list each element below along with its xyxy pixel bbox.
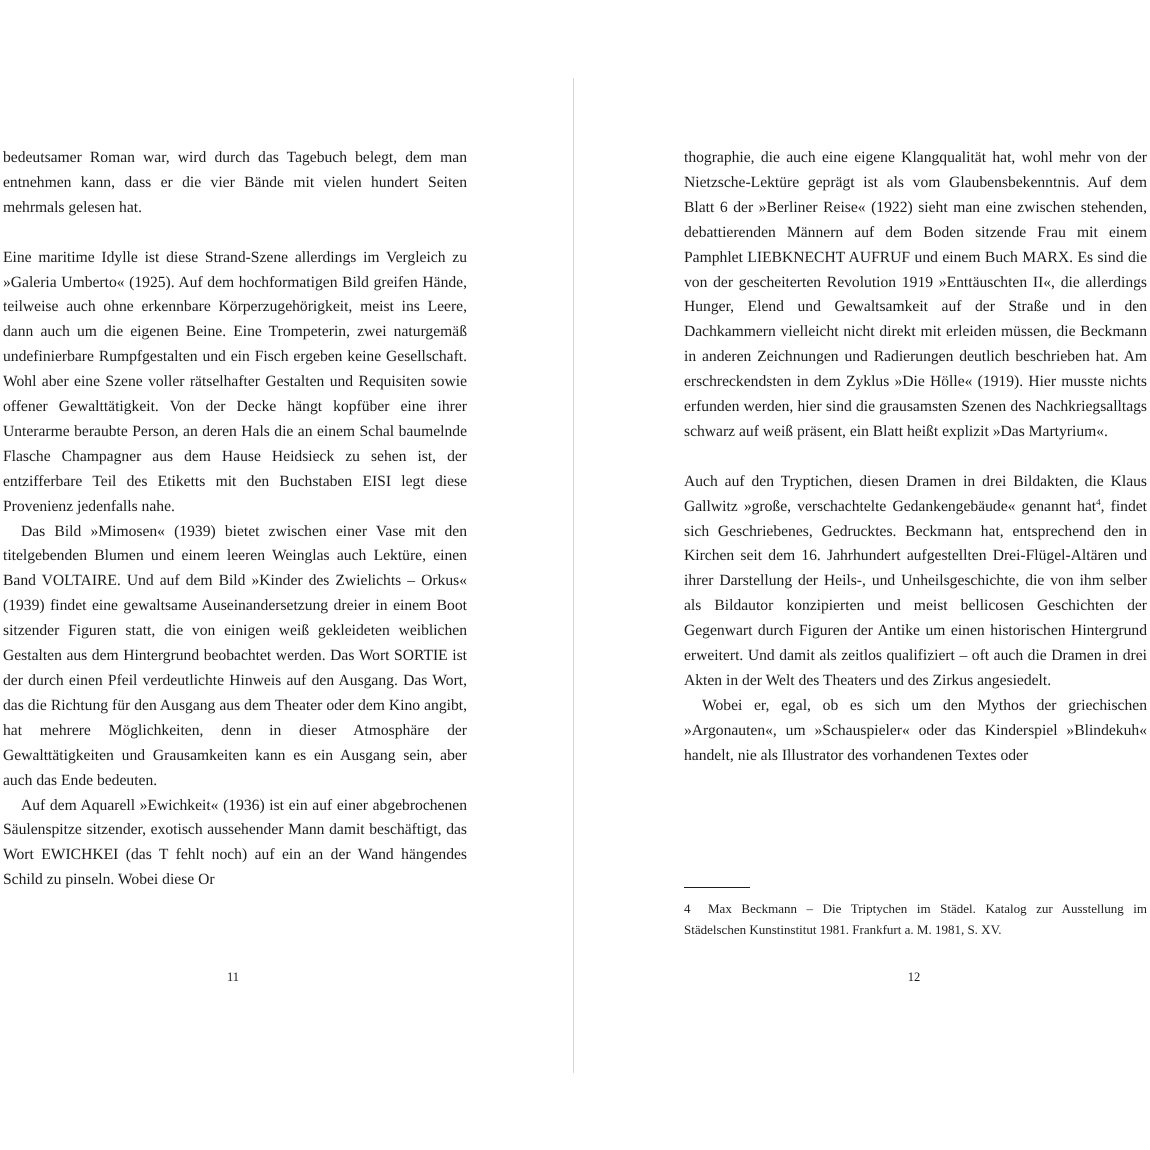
left-paragraph-1: bedeutsamer Roman war, wird durch das Tagebuch belegt, dem man entnehmen kann, dass er die vier Bände mit vielen hundert Seiten mehrmals gelesen hat. (3, 149, 467, 216)
right-paragraph-3: Wobei er, egal, ob es sich um den Mythos der griechischen »Argonauten«, um »Schauspieler« oder das Kinderspiel »Blindekuh« handelt, nie als Illustrator des vorhandenen Textes oder (684, 696, 1147, 764)
footnote-separator-rule (684, 887, 750, 888)
left-paragraph-2: Eine maritime Idylle ist diese Strand-Szene allerdings im Vergleich zu »Galeria Umberto« (1925). Auf dem hochformatigen Bild greifen Hände, teilweise auch ohne erkennbare Körperzugehörigkeit, meist ins Leere, dann auch um die eigenen Beine. Eine Trompeterin, zwei naturgemäß undefinierbare Rumpfgestalten und ein Fisch ergeben keine Gesellschaft. Wohl aber eine Szene voller rätselhafter Gestalten und Requisiten sowie offener Gewalttätigkeit. Von der Decke hängt kopfüber eine ihrer Unterarme beraubte Person, an deren Hals die an einem Schal baumelnde Flasche Champagner aus dem Hause Heidsieck zu sehen ist, der entzifferbare Teil des Etiketts mit den Buchstaben EISI legt diese Provenienz jedenfalls nahe. (3, 248, 467, 515)
paragraph-gap (3, 221, 467, 246)
right-paragraph-2-before-ref: Auch auf den Tryptichen, diesen Dramen in drei Bildakten, die Klaus Gallwitz »große, verschachtelte Gedankengebäude« genannt hat (684, 472, 1147, 515)
right-paragraph-2-after-ref: , findet sich Geschriebenes, Gedrucktes. Beckmann hat, entsprechend den in Kirchen seit dem 16. Jahrhundert aufgestellten Drei-Flügel-Altären und ihrer Darstellung der Heils-, und Unheilsgeschichte, die von ihm selber als Bildautor konzipierten und meist bellicosen Geschichten der Gegenwart durch Figuren der Antike um einen historischen Hintergrund erweitert. Und damit als zeitlos qualifiziert – oft auch die Dramen in drei Akten in der Welt des Theaters und des Zirkus angesiedelt. (684, 497, 1147, 690)
right-paragraph-1: thographie, die auch eine eigene Klangqualität hat, wohl mehr von der Nietzsche-Lektüre geprägt ist als vom Glaubensbekenntnis. Auf dem Blatt 6 der »Berliner Reise« (1922) sieht man eine zwischen stehenden, debattierenden Männern auf dem Boden sitzende Frau mit einem Pamphlet LIEBKNECHT AUFRUF und einem Buch MARX. Es sind die von der gescheiterten Revolution 1919 »Enttäuschten II«, die allerdings Hunger, Elend und Gewaltsamkeit auf der Straße und in den Dachkammern vielleicht nicht direkt mit erleiden müssen, die Beckmann in anderen Zeichnungen und Radierungen deutlich beschrieben hat. Am erschreckendsten in dem Zyklus »Die Hölle« (1919). Hier musste nichts erfunden werden, hier sind die grausamsten Szenen des Nachkriegsalltags schwarz auf weiß präsent, ein Blatt heißt explizit »Das Martyrium«. (684, 149, 1147, 440)
left-page-number: 11 (226, 970, 240, 984)
left-paragraph-4: Auf dem Aquarell »Ewichkeit« (1936) ist ein auf einer abgebrochenen Säulenspitze sitzender, exotisch aussehender Mann damit beschäftigt, das Wort EWICHKEI (das T fehlt noch) auf ein an der Wand hängendes Schild zu pinseln. Wobei diese Or (3, 796, 467, 889)
right-page-body (684, 146, 1147, 769)
left-page-body (3, 146, 467, 893)
page-gutter-divider (573, 78, 574, 1073)
footnote-number: 4 (684, 901, 691, 916)
footnote-text: Max Beckmann – Die Triptychen im Städel. Katalog zur Ausstellung im Städelschen Kunstinstitut 1981. Frankfurt a. M. 1981, S. XV. (684, 901, 1147, 937)
footnote (684, 898, 1147, 940)
left-paragraph-3: Das Bild »Mimosen« (1939) bietet zwischen einer Vase mit den titelgebenden Blumen und einem leeren Weinglas auch Lektüre, einen Band VOLTAIRE. Und auf dem Bild »Kinder des Zwielichts – Orkus« (1939) findet eine gewaltsame Auseinandersetzung dreier in einem Boot sitzender Figuren statt, die von einigen weiß gekleideten weiblichen Gestalten aus dem Hintergrund beobachtet werden. Das Wort SORTIE ist der durch einen Pfeil verdeutlichte Hinweis auf den Ausgang. Das Wort, das die Richtung für den Ausgang aus dem Theater oder dem Kino angibt, hat mehrere Möglichkeiten, denn in dieser Atmosphäre der Gewalttätigkeiten und Grausamkeiten kann es ein Ausgang sein, aber auch das Ende bedeuten. (3, 522, 467, 789)
right-page-number: 12 (907, 970, 921, 984)
paragraph-gap (684, 445, 1147, 470)
footnote-reference-marker[interactable]: 4 (1096, 496, 1101, 507)
right-paragraph-2 (684, 470, 1147, 694)
